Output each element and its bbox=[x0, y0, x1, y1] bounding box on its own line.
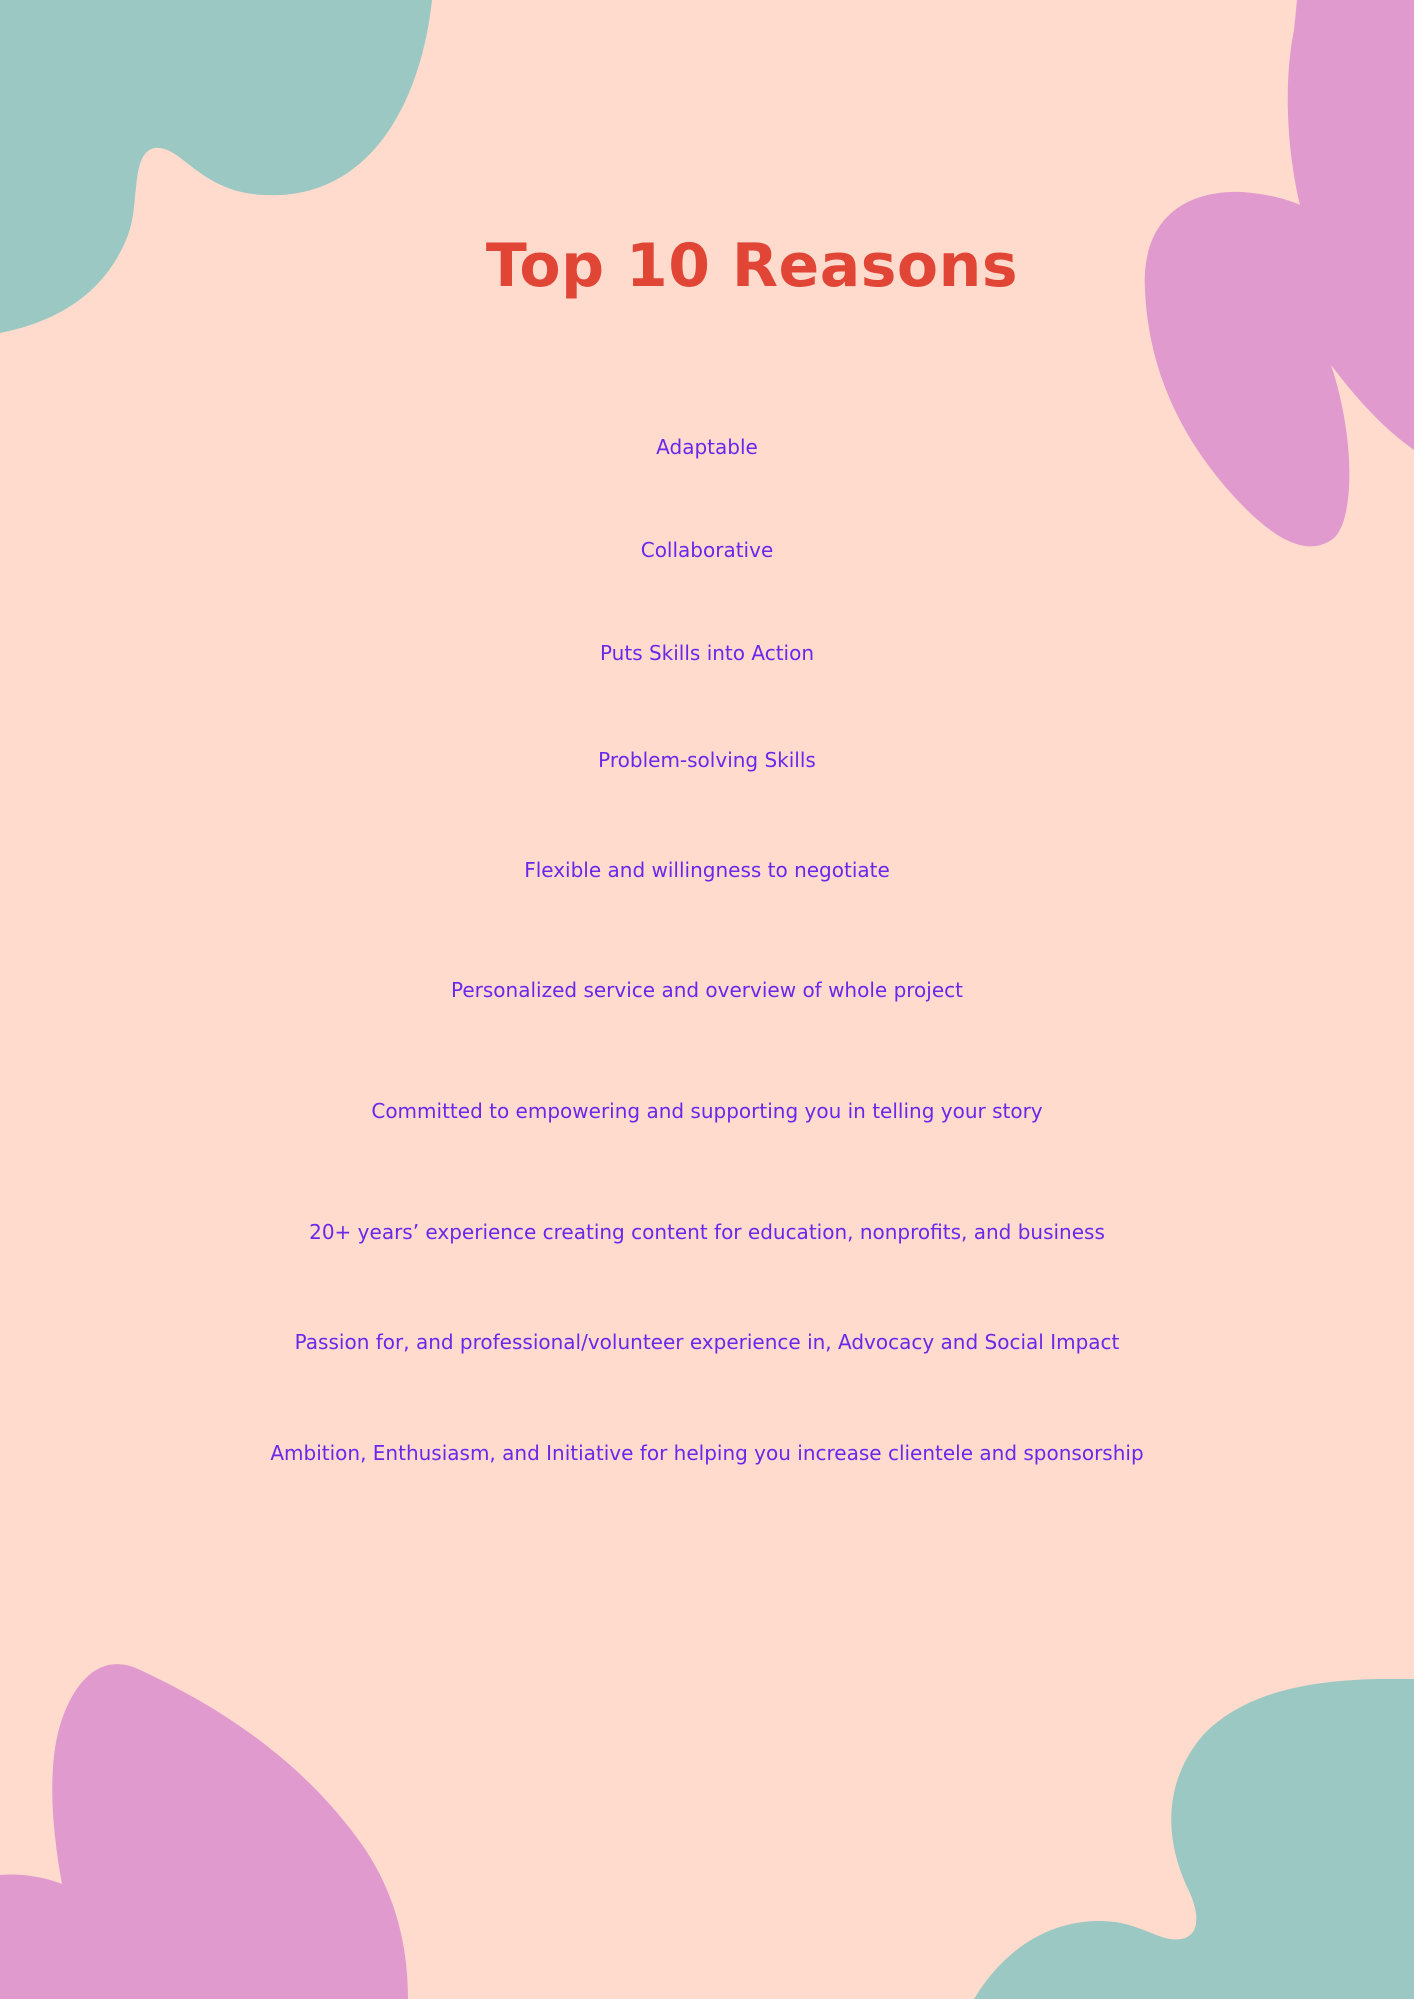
teal-blob-bottom-right-shape bbox=[974, 1679, 1414, 1999]
reason-item-4: Problem-solving Skills bbox=[598, 748, 816, 772]
reason-item-7: Committed to empowering and supporting you in telling your story bbox=[371, 1099, 1043, 1123]
reason-item-5: Flexible and willingness to negotiate bbox=[524, 858, 890, 882]
reason-item-9: Passion for, and professional/volunteer experience in, Advocacy and Social Impact bbox=[294, 1330, 1120, 1354]
reason-item-6: Personalized service and overview of whole project bbox=[451, 978, 963, 1002]
pink-blob-bottom-left-shape bbox=[0, 1664, 408, 1999]
pink-blob-bottom-left bbox=[0, 1659, 410, 1999]
reason-item-1: Adaptable bbox=[656, 435, 758, 459]
reason-item-3: Puts Skills into Action bbox=[599, 641, 815, 665]
teal-blob-bottom-right bbox=[974, 1679, 1414, 1999]
reason-item-2: Collaborative bbox=[640, 538, 774, 562]
reason-item-8: 20+ years’ experience creating content for education, nonprofits, and business bbox=[309, 1220, 1105, 1244]
reason-item-10: Ambition, Enthusiasm, and Initiative for helping you increase clientele and sponsorship bbox=[270, 1441, 1144, 1465]
page-title: Top 10 Reasons bbox=[485, 231, 1019, 301]
